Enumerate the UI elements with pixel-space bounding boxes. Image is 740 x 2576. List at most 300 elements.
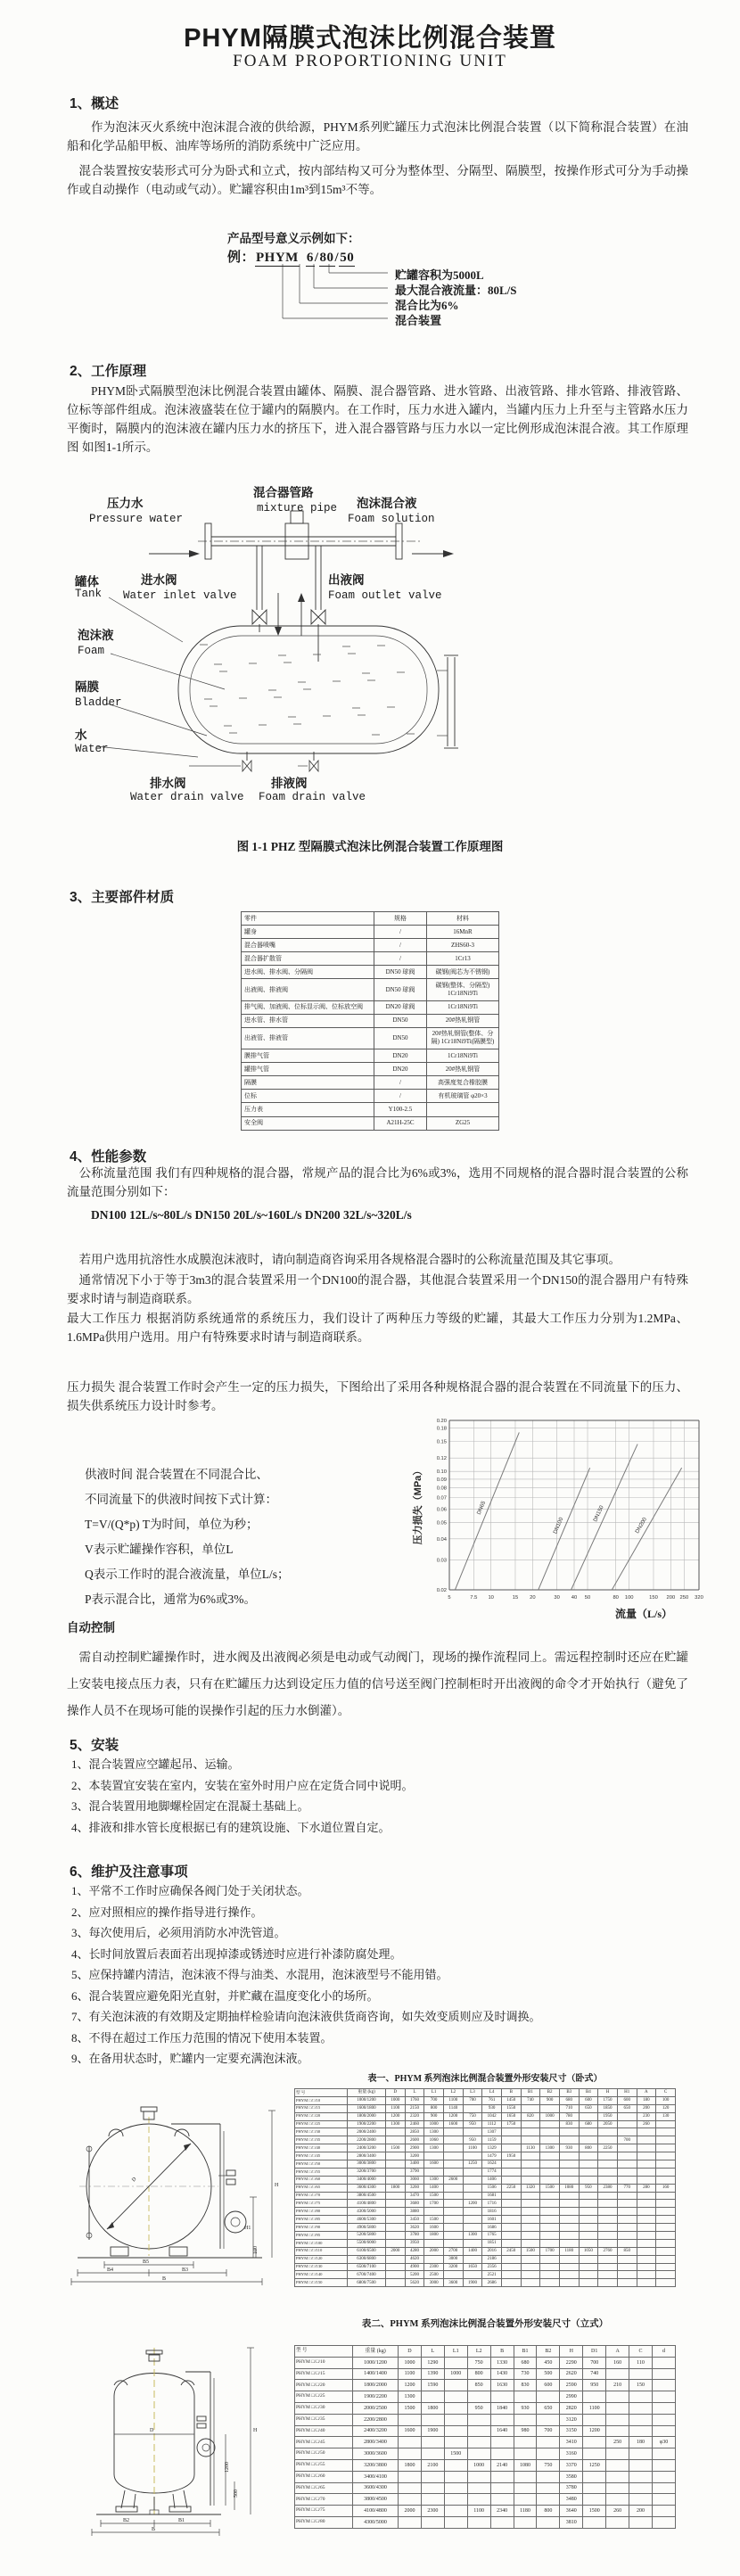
table-cell: 2900: [405, 2144, 424, 2152]
table-cell: [386, 2200, 406, 2208]
list-item: 6、混合装置应避免阳光直射，并贮藏在温度变化小的场所。: [71, 1988, 379, 2003]
table-cell: [579, 2263, 598, 2271]
table-cell: [514, 2516, 537, 2528]
table-cell: [656, 2279, 676, 2287]
table-cell: PHYM □/□/60: [295, 2176, 348, 2184]
table-cell: PHYM □/□/65: [295, 2482, 353, 2494]
series-label: DN200: [634, 1516, 648, 1535]
label-foam-outlet-valve-zh: 出液阀: [328, 573, 365, 587]
table-cell: 1500: [424, 2192, 444, 2200]
table-cell: [537, 2516, 560, 2528]
table-cell: 150: [629, 2380, 653, 2391]
label-pressure-water-en: Pressure water: [89, 513, 184, 525]
label-bladder-zh: 隔膜: [75, 680, 99, 694]
table-cell: [443, 2152, 463, 2160]
table-cell: 850: [467, 2380, 490, 2391]
column-header: B: [501, 2089, 521, 2097]
table-cell: 1307: [482, 2128, 502, 2136]
table-cell: [598, 2263, 618, 2271]
table-cell: 1300: [424, 2144, 444, 2152]
install-steps: [71, 1754, 414, 1838]
table-row: [295, 2200, 676, 2208]
x-tick-label: 10: [488, 1595, 494, 1601]
table-cell: 1300: [386, 2120, 406, 2128]
table-cell: A21H-25C: [374, 1116, 427, 1130]
table-row: [295, 2255, 676, 2263]
table-cell: [514, 2482, 537, 2494]
table-cell: [629, 2414, 653, 2425]
table-cell: 2600: [443, 2176, 463, 2184]
table-cell: [598, 2128, 618, 2136]
table-cell: [637, 2176, 656, 2184]
table-cell: [629, 2402, 653, 2414]
table-cell: 5200: [405, 2271, 424, 2279]
table-cell: [463, 2255, 482, 2263]
y-tick-label: 0.15: [436, 1439, 447, 1445]
table-cell: [637, 2232, 656, 2240]
table-cell: Y100-2.5: [374, 1103, 427, 1116]
table-cell: [598, 2224, 618, 2232]
table-cell: 1800/2000: [348, 2112, 386, 2120]
table-cell: [579, 2192, 598, 2200]
table-cell: [637, 2224, 656, 2232]
table-cell: [656, 2208, 676, 2216]
table-cell: 2290: [560, 2357, 583, 2368]
table-cell: [386, 2208, 406, 2216]
table-cell: [656, 2271, 676, 2279]
table-cell: 2016: [482, 2247, 502, 2255]
table-row: [242, 1076, 499, 1090]
table-cell: 3200/3800: [353, 2459, 399, 2471]
list-item: P表示混合比，通常为6%或3%。: [85, 1593, 256, 1606]
table-cell: 761: [482, 2096, 502, 2104]
model-sep: /: [314, 251, 319, 265]
model-sep: /: [334, 251, 340, 265]
table-cell: 2400/3200: [348, 2144, 386, 2152]
table-row: [242, 1000, 499, 1014]
table-cell: 1700: [540, 2247, 560, 2255]
table-cell: 1900/2200: [353, 2391, 399, 2403]
table-cell: 3580: [560, 2471, 583, 2482]
table-row: [295, 2506, 676, 2517]
table-cell: [501, 2160, 521, 2169]
table-cell: [583, 2391, 606, 2403]
table-cell: [540, 2208, 560, 2216]
table-cell: [656, 2224, 676, 2232]
table-cell: 出液管、排液管: [242, 1027, 374, 1049]
table-cell: 1760: [405, 2096, 424, 2104]
table-cell: [463, 2271, 482, 2279]
table-cell: 2380: [598, 2184, 618, 2192]
table-cell: PHYM □/□/40: [295, 2144, 348, 2152]
table-cell: [656, 2136, 676, 2144]
table-cell: 1250: [463, 2160, 482, 2169]
table-row: [295, 2160, 676, 2169]
column-header: 材料: [427, 912, 499, 926]
vertical-tank-drawing: [61, 2332, 270, 2541]
table-cell: [579, 2168, 598, 2176]
table-cell: [617, 2279, 637, 2287]
column-header: H: [560, 2346, 583, 2358]
column-header: H: [598, 2089, 618, 2097]
table-cell: [598, 2192, 618, 2200]
model-prefix: 例：: [227, 251, 256, 265]
table-row: [295, 2176, 676, 2184]
table-cell: 2000: [386, 2247, 406, 2255]
table-cell: 6700/7400: [348, 2271, 386, 2279]
table-cell: [559, 2192, 579, 2200]
table-cell: [521, 2168, 540, 2176]
table-cell: [540, 2152, 560, 2160]
table-cell: PHYM □/□/65: [295, 2184, 348, 2192]
table-cell: [490, 2391, 514, 2403]
table-cell: 1112: [482, 2120, 502, 2128]
table-cell: [386, 2216, 406, 2224]
table-cell: [617, 2168, 637, 2176]
table-cell: 3200: [405, 2152, 424, 2160]
table-cell: [583, 2437, 606, 2448]
table-cell: 3600/4300: [348, 2184, 386, 2192]
table-cell: [559, 2224, 579, 2232]
table-cell: 3000: [443, 2255, 463, 2263]
table-cell: 3950: [405, 2239, 424, 2247]
table-cell: [463, 2192, 482, 2200]
table-cell: 1300: [424, 2128, 444, 2136]
table-cell: 770: [617, 2184, 637, 2192]
table-cell: 3000/3600: [353, 2448, 399, 2460]
label-water-en: Water: [75, 743, 109, 755]
table-cell: 450: [537, 2357, 560, 2368]
table-cell: [559, 2239, 579, 2247]
list-item: 9、在备用状态时，贮罐内一定要充满泡沫液。: [71, 2052, 309, 2065]
column-header: B: [490, 2346, 514, 2358]
table-row: [295, 2271, 676, 2279]
table-row: [242, 952, 499, 966]
dim-H: H: [275, 2183, 279, 2188]
table-row: [295, 2192, 676, 2200]
table-cell: 1851: [482, 2239, 502, 2247]
table-row: [295, 2516, 676, 2528]
table-cell: [421, 2437, 444, 2448]
table-cell: [443, 2144, 463, 2152]
table-cell: [490, 2482, 514, 2494]
table-cell: 1479: [482, 2152, 502, 2160]
table-cell: [583, 2448, 606, 2460]
table-cell: [521, 2192, 540, 2200]
table-cell: [501, 2271, 521, 2279]
column-header: B4: [579, 2089, 598, 2097]
table-cell: [656, 2144, 676, 2152]
x-tick-label: 40: [571, 1595, 578, 1601]
x-tick-label: 320: [695, 1595, 703, 1601]
y-tick-label: 0.07: [436, 1495, 447, 1502]
column-header: L2: [467, 2346, 490, 2358]
label-water-drain-valve-en: Water drain valve: [130, 791, 244, 803]
table-cell: [579, 2176, 598, 2184]
table-cell: 1650: [463, 2263, 482, 2271]
table-cell: [463, 2152, 482, 2160]
table-cell: [424, 2208, 444, 2216]
table-cell: 1060: [424, 2136, 444, 2144]
list-item: 2、本装置宜安装在室内，安装在室外时用户应在定货合同中说明。: [71, 1778, 414, 1792]
table-header-row: [295, 2089, 676, 2097]
table-cell: 4100/4800: [353, 2506, 399, 2517]
table-cell: [540, 2192, 560, 2200]
table-cell: 700: [617, 2136, 637, 2144]
table-cell: [501, 2176, 521, 2184]
table-cell: 160: [606, 2357, 629, 2368]
column-header: 零件: [242, 912, 374, 926]
table-cell: 1042: [482, 2112, 502, 2120]
table-cell: [637, 2279, 656, 2287]
x-tick-label: 20: [530, 1595, 536, 1601]
table-cell: [444, 2516, 467, 2528]
table-cell: [444, 2471, 467, 2482]
table-cell: 3000: [424, 2279, 444, 2287]
list-item: 3、混合装置用地脚螺栓固定在混凝土基础上。: [71, 1799, 309, 1813]
table-cell: [652, 2380, 675, 2391]
table-cell: 1750: [598, 2096, 618, 2104]
y-tick-label: 0.03: [436, 1558, 447, 1564]
section-2-heading: 2、工作原理: [70, 364, 147, 379]
table-cell: [443, 2168, 463, 2176]
table-cell: [463, 2216, 482, 2224]
table-cell: [559, 2208, 579, 2216]
table-cell: PHYM □/□/130: [295, 2263, 348, 2271]
table-cell: [514, 2494, 537, 2506]
table-cell: [467, 2425, 490, 2437]
table-cell: [399, 2482, 422, 2494]
table-cell: [637, 2255, 656, 2263]
table-cell: 3450: [405, 2216, 424, 2224]
table-cell: 260: [606, 2506, 629, 2517]
table-cell: [537, 2471, 560, 2482]
table-cell: [656, 2168, 676, 2176]
table-cell: 3160: [560, 2448, 583, 2460]
table-cell: PHYM □/□/50: [295, 2160, 348, 2169]
table-cell: [424, 2152, 444, 2160]
table-cell: 950: [463, 2120, 482, 2128]
table-cell: 3400/4100: [353, 2471, 399, 2482]
callout-mix-ratio: 混合比为6%: [395, 299, 459, 312]
table-cell: [399, 2471, 422, 2482]
dim-500: 500: [234, 2490, 239, 2498]
table-cell: [656, 2120, 676, 2128]
label-water-drain-valve-zh: 排水阀: [150, 777, 186, 790]
table-cell: [444, 2380, 467, 2391]
table-cell: [617, 2263, 637, 2271]
table-cell: [386, 2152, 406, 2160]
table-cell: [386, 2255, 406, 2263]
table-cell: [579, 2208, 598, 2216]
working-principle-diagram: [64, 479, 467, 811]
table-cell: [617, 2224, 637, 2232]
y-tick-label: 0.05: [436, 1520, 447, 1527]
table-cell: PHYM □/□/70: [295, 2192, 348, 2200]
table-cell: [427, 1103, 499, 1116]
table-cell: 710: [559, 2104, 579, 2112]
table-cell: [579, 2239, 598, 2247]
table-cell: 3800/4500: [353, 2494, 399, 2506]
list-item: 1、混合装置应空罐起吊、运输。: [71, 1757, 240, 1771]
table-cell: [629, 2448, 653, 2460]
table-row: [295, 2208, 676, 2216]
table-cell: 3680: [405, 2200, 424, 2208]
table-cell: 1506: [482, 2184, 502, 2192]
column-header: L1: [424, 2089, 444, 2097]
table-cell: 930: [514, 2402, 537, 2414]
table-cell: 1Cr18Ni9Ti: [427, 1000, 499, 1014]
x-tick-label: 15: [512, 1595, 519, 1601]
table-cell: [521, 2200, 540, 2208]
table-row: [242, 1014, 499, 1027]
table-cell: [559, 2152, 579, 2160]
label-foam-drain-valve-zh: 排液阀: [271, 777, 308, 790]
table-cell: [540, 2271, 560, 2279]
table-cell: PHYM □/□/90: [295, 2224, 348, 2232]
column-header: d: [652, 2346, 675, 2358]
table-cell: [443, 2184, 463, 2192]
section-4-heading: 4、性能参数: [70, 1149, 147, 1165]
table-cell: PHYM □/□/20: [295, 2380, 353, 2391]
table-cell: 3790: [405, 2168, 424, 2176]
paragraph: 最大工作压力 根据消防系统通常的系统压力，我们设计了两种压力等级的贮罐，其最大工作压力分别为1.2MPa、1.6MPa供用户选用。用户有特殊要求时请与制造商联系。: [67, 1312, 688, 1344]
table-cell: DN50 球阀: [374, 966, 427, 979]
column-header: 规格: [374, 912, 427, 926]
table-cell: [540, 2176, 560, 2184]
table-cell: DN20: [374, 1049, 427, 1063]
table-cell: 碳钢(整体、分隔型) 1Cr18Ni9Ti: [427, 979, 499, 1000]
table-cell: PHYM □/□/20: [295, 2112, 348, 2120]
table-cell: [463, 2184, 482, 2192]
table-cell: [559, 2176, 579, 2184]
table-cell: 1800: [386, 2184, 406, 2192]
table-row: [295, 2482, 676, 2494]
table-cell: 1Cr13: [427, 952, 499, 966]
table-cell: 1800: [424, 2232, 444, 2240]
table-cell: 830: [559, 2120, 579, 2128]
table-cell: 排气阀、加液阀、位标显示阀、位标放空阀: [242, 1000, 374, 1014]
table-cell: 膜排气管: [242, 1049, 374, 1063]
table-cell: 2686: [482, 2279, 502, 2287]
table-cell: 2186: [482, 2255, 502, 2263]
table-cell: [540, 2216, 560, 2224]
x-tick-label: 30: [554, 1595, 560, 1601]
table-cell: [606, 2494, 629, 2506]
table-cell: 3620: [405, 2224, 424, 2232]
table-cell: [637, 2144, 656, 2152]
table-cell: [606, 2516, 629, 2528]
table-cell: 4900: [405, 2263, 424, 2271]
table-cell: 2050: [598, 2120, 618, 2128]
table-cell: 650: [617, 2104, 637, 2112]
table-cell: 3780: [560, 2482, 583, 2494]
table-cell: [443, 2232, 463, 2240]
table-cell: [501, 2224, 521, 2232]
series-line: [571, 1444, 638, 1590]
table-cell: 3800/4500: [348, 2192, 386, 2200]
table-cell: 1750: [501, 2120, 521, 2128]
table-cell: 1320: [521, 2184, 540, 2192]
table-cell: [521, 2216, 540, 2224]
table-cell: [637, 2160, 656, 2169]
table-cell: PHYM □/□/45: [295, 2437, 353, 2448]
series-line: [539, 1468, 590, 1590]
table-cell: 180: [637, 2096, 656, 2104]
table-cell: 600: [537, 2380, 560, 2391]
table-cell: 2200/2800: [353, 2414, 399, 2425]
table-cell: [443, 2216, 463, 2224]
table-cell: [443, 2128, 463, 2136]
table-cell: [444, 2391, 467, 2403]
table-cell: PHYM □/□/60: [295, 2471, 353, 2482]
series-label: DN150: [592, 1504, 605, 1523]
table-cell: 1329: [482, 2144, 502, 2152]
table-cell: 1100: [399, 2368, 422, 2380]
table-cell: 930: [482, 2104, 502, 2112]
table-cell: [652, 2482, 675, 2494]
table-row: [295, 2494, 676, 2506]
table-cell: [656, 2128, 676, 2136]
column-header: 重量 (kg): [348, 2089, 386, 2097]
table-cell: 4300/5000: [353, 2516, 399, 2528]
dim-H: H: [253, 2428, 258, 2433]
table-cell: [521, 2271, 540, 2279]
table-cell: [583, 2471, 606, 2482]
table-cell: [656, 2263, 676, 2271]
table-cell: [579, 2271, 598, 2279]
table-cell: [583, 2494, 606, 2506]
table-cell: [559, 2200, 579, 2208]
table-cell: [540, 2239, 560, 2247]
table-cell: 高强度复合橡胶膜: [427, 1076, 499, 1090]
pressure-loss-chart: [408, 1413, 711, 1632]
table-cell: [629, 2482, 653, 2494]
table-cell: DN20 球阀: [374, 1000, 427, 1014]
table-cell: 1100: [463, 2144, 482, 2152]
table-cell: [501, 2216, 521, 2224]
table-cell: 压力表: [242, 1103, 374, 1116]
table-cell: 2300: [421, 2506, 444, 2517]
table-cell: [559, 2216, 579, 2224]
label-water-inlet-valve-en: Water inlet valve: [123, 589, 237, 602]
table-cell: [421, 2414, 444, 2425]
table-cell: 2590: [560, 2380, 583, 2391]
section-6-heading: 6、维护及注意事项: [70, 1864, 188, 1880]
table-cell: PHYM □/□/80: [295, 2208, 348, 2216]
table-cell: 4600/5300: [348, 2216, 386, 2224]
table-cell: 750: [537, 2459, 560, 2471]
figure-1-1-caption: 图 1-1 PHZ 型隔膜式泡沫比例混合装置工作原理图: [236, 840, 504, 853]
table-cell: 2250: [501, 2184, 521, 2192]
model-ratio: 6: [306, 251, 314, 265]
table-cell: [617, 2176, 637, 2184]
list-item: T=V/(Q*p) T为时间，单位为秒；: [85, 1518, 259, 1531]
list-item: V表示贮罐操作容积，单位L: [85, 1543, 234, 1556]
table-cell: 950: [579, 2184, 598, 2192]
table-row: [242, 1063, 499, 1076]
table-cell: 1000/1200: [348, 2096, 386, 2104]
table-cell: 1601: [482, 2216, 502, 2224]
table-cell: 4900/5800: [348, 2224, 386, 2232]
table-cell: [579, 2160, 598, 2169]
table-cell: 混合器喷嘴: [242, 939, 374, 952]
column-header: L1: [444, 2346, 467, 2358]
tank-schematic: [64, 479, 467, 811]
table-cell: 200: [629, 2506, 653, 2517]
x-tick-label: 150: [649, 1595, 658, 1601]
table-cell: 1Cr18Ni9Ti: [427, 1049, 499, 1063]
